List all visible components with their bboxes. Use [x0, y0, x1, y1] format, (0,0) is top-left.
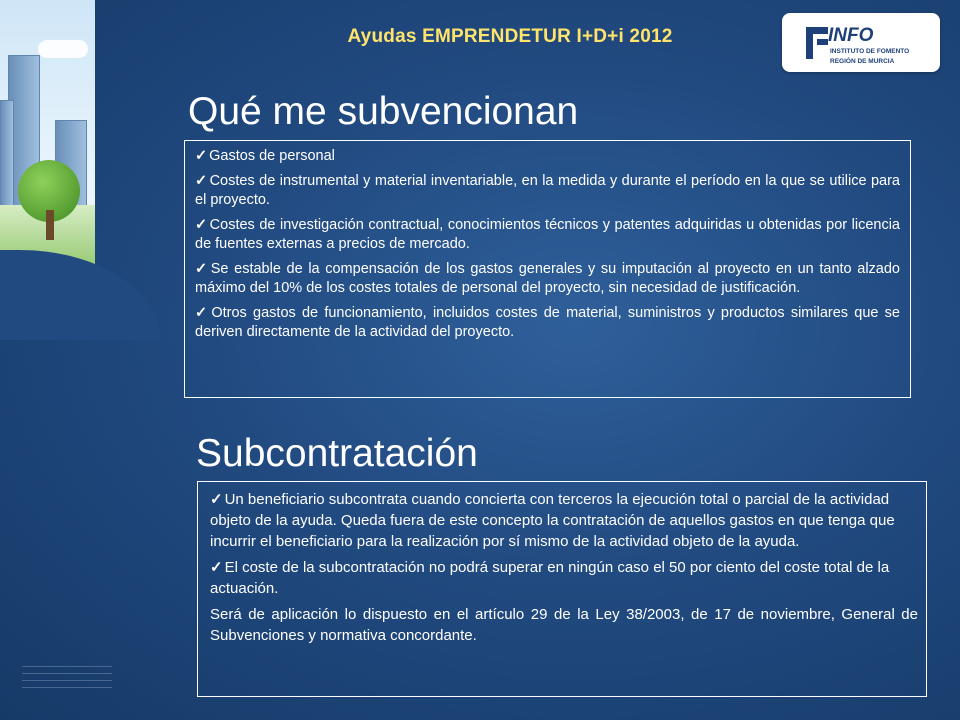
- decorative-wave: [0, 250, 160, 340]
- building-icon: [0, 100, 14, 217]
- list-item-text: Se estable de la compensación de los gastos generales y su imputación al proyecto en un tanto alzado máximo del 10% de los costes totales de personal del proyecto, sin necesidad de justificación.: [195, 261, 900, 296]
- section-title-subcontracting: Subcontratación: [196, 432, 478, 475]
- info-logo-mark-icon: [806, 27, 828, 59]
- check-icon: ✓: [195, 148, 208, 164]
- info-logo: [782, 13, 940, 72]
- check-icon: ✓: [195, 261, 209, 277]
- list-item-text: Gastos de personal: [209, 148, 335, 164]
- list-item-text: Un beneficiario subcontrata cuando concierta con terceros la ejecución total o parcial de la actividad objeto de la ayuda. Queda fuera de este concepto la contratación de aquellos gastos en que tenga que incurrir el beneficiario para la realización por sí mismo de la actividad objeto de la ayuda.: [210, 491, 895, 550]
- logo-brand: INFO: [828, 25, 874, 46]
- logo-subtitle-2: REGIÓN DE MURCIA: [830, 58, 895, 65]
- list-item: [195, 260, 900, 298]
- section-title-subsidies: Qué me subvencionan: [188, 90, 579, 133]
- list-item-text: Será de aplicación lo dispuesto en el artículo 29 de la Ley 38/2003, de 17 de noviembre, General de Subvenciones y normativa concordante.: [210, 606, 918, 644]
- check-icon: ✓: [210, 559, 223, 576]
- left-illustration: [0, 0, 95, 720]
- list-item-text: Costes de investigación contractual, conocimientos técnicos y patentes adquiridas u obtenidas por licencia de fuentes externas a precios de mercado.: [195, 217, 900, 252]
- cloud-icon: [38, 40, 88, 58]
- list-item-text: Costes de instrumental y material inventariable, en la medida y durante el período en la que se utilice para el proyecto.: [195, 173, 900, 208]
- list-item: [195, 147, 900, 166]
- decorative-lines: [22, 660, 112, 700]
- check-icon: ✓: [195, 305, 210, 321]
- list-item: [210, 489, 918, 552]
- list-item: [195, 216, 900, 254]
- check-icon: ✓: [210, 491, 223, 508]
- subsidies-list-box: [184, 140, 911, 398]
- check-icon: ✓: [195, 173, 208, 189]
- list-item-text: Otros gastos de funcionamiento, incluidos costes de material, suministros y productos similares que se deriven directamente de la actividad del proyecto.: [195, 305, 900, 340]
- list-item-text: El coste de la subcontratación no podrá superar en ningún caso el 50 por ciento del coste total de la actuación.: [210, 559, 890, 597]
- list-item: [195, 304, 900, 342]
- list-item: [195, 172, 900, 210]
- list-item: [210, 604, 918, 646]
- header-title: Ayudas EMPRENDETUR I+D+i 2012: [347, 26, 673, 47]
- subcontracting-list-box: [197, 481, 927, 697]
- tree-trunk: [46, 210, 54, 240]
- list-item: [210, 557, 918, 599]
- logo-subtitle-1: INSTITUTO DE FOMENTO: [830, 48, 910, 55]
- check-icon: ✓: [195, 217, 208, 233]
